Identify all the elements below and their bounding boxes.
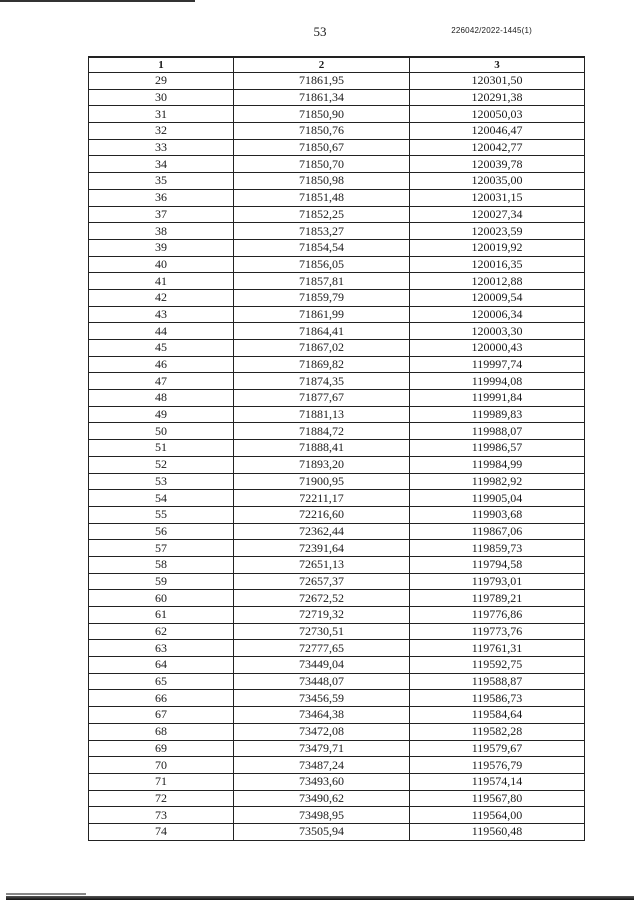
point-number-cell: 29 [89,73,234,90]
point-number-cell: 60 [89,590,234,607]
y-coordinate-cell: 119582,28 [410,723,585,740]
table-row [89,623,585,640]
point-number-cell: 33 [89,139,234,156]
y-coordinate-cell: 119776,86 [410,607,585,624]
point-number-cell: 40 [89,256,234,273]
table-row [89,506,585,523]
y-coordinate-cell: 119982,92 [410,473,585,490]
y-coordinate-cell: 120023,59 [410,223,585,240]
point-number-cell: 31 [89,106,234,123]
point-number-cell: 67 [89,707,234,724]
x-coordinate-cell: 71861,95 [234,73,410,90]
x-coordinate-cell: 72216,60 [234,506,410,523]
x-coordinate-cell: 71869,82 [234,356,410,373]
y-coordinate-cell: 119989,83 [410,406,585,423]
y-coordinate-cell: 119789,21 [410,590,585,607]
point-number-cell: 68 [89,723,234,740]
table-row [89,156,585,173]
x-coordinate-cell: 71856,05 [234,256,410,273]
x-coordinate-cell: 72657,37 [234,573,410,590]
y-coordinate-cell: 119994,08 [410,373,585,390]
table-row [89,306,585,323]
y-coordinate-cell: 120000,43 [410,340,585,357]
y-coordinate-cell: 120035,00 [410,173,585,190]
x-coordinate-cell: 73487,24 [234,757,410,774]
y-coordinate-cell: 119986,57 [410,440,585,457]
x-coordinate-cell: 71884,72 [234,423,410,440]
point-number-cell: 49 [89,406,234,423]
y-coordinate-cell: 119997,74 [410,356,585,373]
y-coordinate-cell: 119579,67 [410,740,585,757]
x-coordinate-cell: 71857,81 [234,273,410,290]
y-coordinate-cell: 119905,04 [410,490,585,507]
y-coordinate-cell: 120050,03 [410,106,585,123]
y-coordinate-cell: 119576,79 [410,757,585,774]
y-coordinate-cell: 119793,01 [410,573,585,590]
column-header-2: 2 [234,57,410,73]
point-number-cell: 43 [89,306,234,323]
table-row [89,189,585,206]
document-reference: 226042/2022-1445(1) [451,26,532,35]
point-number-cell: 54 [89,490,234,507]
x-coordinate-cell: 71893,20 [234,456,410,473]
y-coordinate-cell: 119567,80 [410,790,585,807]
y-coordinate-cell: 119988,07 [410,423,585,440]
y-coordinate-cell: 120301,50 [410,73,585,90]
y-coordinate-cell: 120031,15 [410,189,585,206]
x-coordinate-cell: 71850,76 [234,123,410,140]
table-row [89,790,585,807]
point-number-cell: 72 [89,790,234,807]
x-coordinate-cell: 71853,27 [234,223,410,240]
table-row [89,690,585,707]
x-coordinate-cell: 71850,90 [234,106,410,123]
table-row [89,657,585,674]
table-body [89,73,585,841]
scan-edge-bar-bottom [6,896,634,900]
point-number-cell: 56 [89,523,234,540]
x-coordinate-cell: 71874,35 [234,373,410,390]
table-row [89,239,585,256]
y-coordinate-cell: 119867,06 [410,523,585,540]
y-coordinate-cell: 120027,34 [410,206,585,223]
x-coordinate-cell: 72362,44 [234,523,410,540]
coordinates-table [88,56,585,841]
table-row [89,673,585,690]
point-number-cell: 39 [89,239,234,256]
point-number-cell: 73 [89,807,234,824]
x-coordinate-cell: 72777,65 [234,640,410,657]
table-row [89,807,585,824]
table-row [89,556,585,573]
point-number-cell: 69 [89,740,234,757]
y-coordinate-cell: 119991,84 [410,390,585,407]
table-row [89,123,585,140]
table-row [89,440,585,457]
table-row [89,406,585,423]
table-row [89,390,585,407]
table-row [89,423,585,440]
x-coordinate-cell: 71859,79 [234,289,410,306]
table-row [89,773,585,790]
table-row [89,373,585,390]
point-number-cell: 38 [89,223,234,240]
x-coordinate-cell: 71850,98 [234,173,410,190]
table-row [89,723,585,740]
point-number-cell: 66 [89,690,234,707]
y-coordinate-cell: 119903,68 [410,506,585,523]
table-row [89,540,585,557]
table-row [89,356,585,373]
table-row [89,223,585,240]
point-number-cell: 63 [89,640,234,657]
x-coordinate-cell: 71888,41 [234,440,410,457]
point-number-cell: 35 [89,173,234,190]
table-row [89,73,585,90]
point-number-cell: 71 [89,773,234,790]
x-coordinate-cell: 71851,48 [234,189,410,206]
x-coordinate-cell: 71852,25 [234,206,410,223]
point-number-cell: 50 [89,423,234,440]
x-coordinate-cell: 73505,94 [234,823,410,840]
y-coordinate-cell: 119592,75 [410,657,585,674]
x-coordinate-cell: 71881,13 [234,406,410,423]
point-number-cell: 53 [89,473,234,490]
x-coordinate-cell: 73464,38 [234,707,410,724]
table-row [89,490,585,507]
table-row [89,273,585,290]
x-coordinate-cell: 73493,60 [234,773,410,790]
table-row [89,757,585,774]
x-coordinate-cell: 73498,95 [234,807,410,824]
point-number-cell: 55 [89,506,234,523]
point-number-cell: 65 [89,673,234,690]
point-number-cell: 62 [89,623,234,640]
point-number-cell: 30 [89,89,234,106]
column-header-3: 3 [410,57,585,73]
table-row [89,206,585,223]
y-coordinate-cell: 119761,31 [410,640,585,657]
table-row [89,256,585,273]
point-number-cell: 36 [89,189,234,206]
table-row [89,340,585,357]
table-row [89,289,585,306]
y-coordinate-cell: 120012,88 [410,273,585,290]
y-coordinate-cell: 120019,92 [410,239,585,256]
table-row [89,323,585,340]
x-coordinate-cell: 72211,17 [234,490,410,507]
y-coordinate-cell: 119984,99 [410,456,585,473]
point-number-cell: 48 [89,390,234,407]
table-row [89,523,585,540]
y-coordinate-cell: 119586,73 [410,690,585,707]
table-row [89,473,585,490]
x-coordinate-cell: 73456,59 [234,690,410,707]
x-coordinate-cell: 72651,13 [234,556,410,573]
x-coordinate-cell: 73490,62 [234,790,410,807]
y-coordinate-cell: 119584,64 [410,707,585,724]
x-coordinate-cell: 72672,52 [234,590,410,607]
point-number-cell: 42 [89,289,234,306]
table-row [89,640,585,657]
x-coordinate-cell: 71864,41 [234,323,410,340]
point-number-cell: 64 [89,657,234,674]
y-coordinate-cell: 120016,35 [410,256,585,273]
y-coordinate-cell: 120003,30 [410,323,585,340]
x-coordinate-cell: 73479,71 [234,740,410,757]
table-row [89,707,585,724]
x-coordinate-cell: 71867,02 [234,340,410,357]
x-coordinate-cell: 71877,67 [234,390,410,407]
y-coordinate-cell: 119588,87 [410,673,585,690]
y-coordinate-cell: 119859,73 [410,540,585,557]
table-row [89,823,585,840]
x-coordinate-cell: 73448,07 [234,673,410,690]
table-row [89,173,585,190]
y-coordinate-cell: 119574,14 [410,773,585,790]
point-number-cell: 32 [89,123,234,140]
y-coordinate-cell: 119773,76 [410,623,585,640]
scan-edge-line-bottom-fade [6,893,86,895]
point-number-cell: 51 [89,440,234,457]
y-coordinate-cell: 120006,34 [410,306,585,323]
point-number-cell: 74 [89,823,234,840]
column-header-1: 1 [89,57,234,73]
y-coordinate-cell: 120291,38 [410,89,585,106]
x-coordinate-cell: 71900,95 [234,473,410,490]
x-coordinate-cell: 72719,32 [234,607,410,624]
table-row [89,89,585,106]
point-number-cell: 70 [89,757,234,774]
scan-edge-line-top [0,0,195,2]
y-coordinate-cell: 120042,77 [410,139,585,156]
point-number-cell: 61 [89,607,234,624]
y-coordinate-cell: 120046,47 [410,123,585,140]
x-coordinate-cell: 73449,04 [234,657,410,674]
table-row [89,139,585,156]
y-coordinate-cell: 119560,48 [410,823,585,840]
table-row [89,573,585,590]
point-number-cell: 45 [89,340,234,357]
y-coordinate-cell: 120009,54 [410,289,585,306]
table-row [89,590,585,607]
x-coordinate-cell: 71850,67 [234,139,410,156]
y-coordinate-cell: 119564,00 [410,807,585,824]
x-coordinate-cell: 71850,70 [234,156,410,173]
table-row [89,106,585,123]
table-row [89,740,585,757]
point-number-cell: 59 [89,573,234,590]
point-number-cell: 58 [89,556,234,573]
point-number-cell: 52 [89,456,234,473]
point-number-cell: 37 [89,206,234,223]
x-coordinate-cell: 71861,99 [234,306,410,323]
y-coordinate-cell: 120039,78 [410,156,585,173]
point-number-cell: 41 [89,273,234,290]
x-coordinate-cell: 73472,08 [234,723,410,740]
x-coordinate-cell: 71861,34 [234,89,410,106]
table-header-row [89,57,585,73]
point-number-cell: 57 [89,540,234,557]
page-number: 53 [313,24,327,39]
point-number-cell: 44 [89,323,234,340]
table-row [89,607,585,624]
x-coordinate-cell: 72730,51 [234,623,410,640]
point-number-cell: 46 [89,356,234,373]
table-row [89,456,585,473]
y-coordinate-cell: 119794,58 [410,556,585,573]
point-number-cell: 47 [89,373,234,390]
point-number-cell: 34 [89,156,234,173]
x-coordinate-cell: 72391,64 [234,540,410,557]
x-coordinate-cell: 71854,54 [234,239,410,256]
